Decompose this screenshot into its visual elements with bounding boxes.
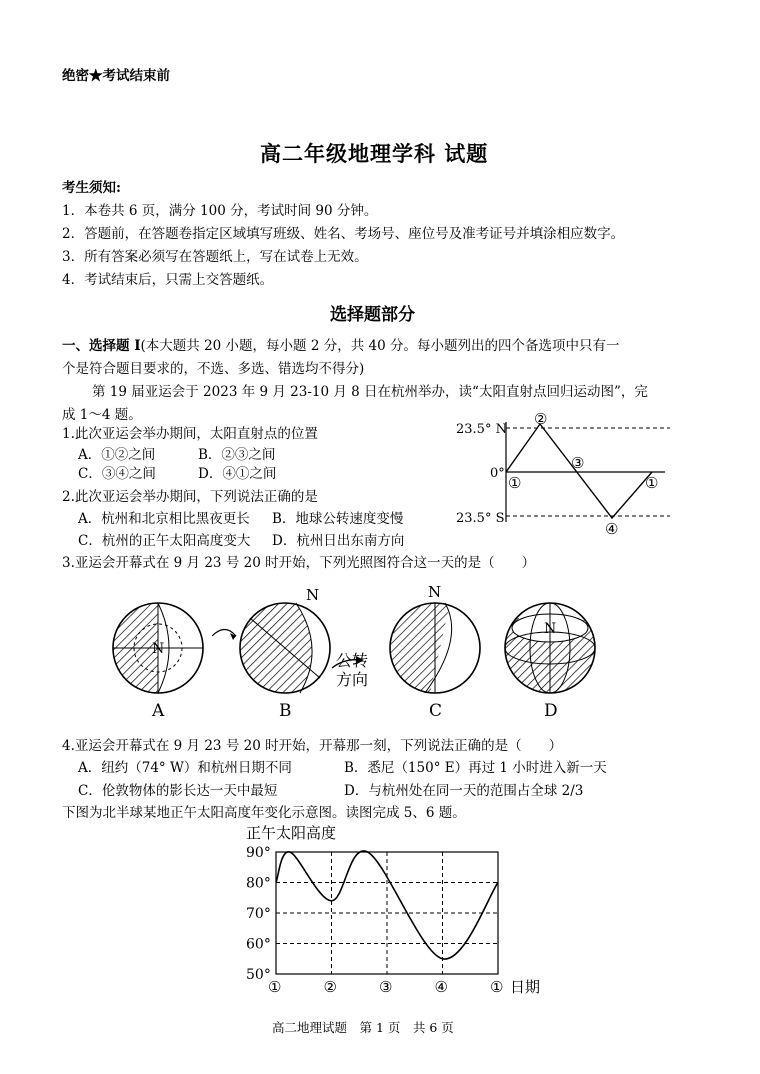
- q1-option-d: D．④①之间: [198, 466, 277, 482]
- globe-d: [505, 603, 595, 693]
- x-category-label: ①: [490, 978, 504, 996]
- q56-intro: 下图为北半球某地正午太阳高度年变化示意图。读图完成 5、6 题。: [62, 805, 466, 821]
- x-axis-label: 日期: [510, 978, 541, 996]
- x-category-label: ②: [323, 978, 337, 996]
- q4-option-d: D．与杭州处在同一天的范围占全球 2/3: [344, 783, 584, 799]
- lat-south-label: 23.5° S: [456, 511, 505, 526]
- subsolar-migration-diagram: [440, 410, 680, 540]
- y-tick-label: 90°: [246, 845, 271, 861]
- north-label-b: N: [306, 586, 320, 604]
- q1-option-b: B．②③之间: [198, 447, 276, 463]
- equator-label: 0°: [490, 466, 505, 481]
- point-1-label: ①: [508, 474, 522, 492]
- notice-item: 1．本卷共 6 页，满分 100 分，考试时间 90 分钟。: [62, 203, 378, 219]
- section-title: 选择题部分: [330, 305, 415, 325]
- notice-item: 2．答题前，在答题卷指定区域填写班级、姓名、考场号、座位号及准考证号并填涂相应数字。: [62, 226, 625, 242]
- q4-option-c: C．伦敦物体的影长达一天中最短: [78, 783, 278, 799]
- question-3-stem: 3.亚运会开幕式在 9 月 23 号 20 时开始，下列光照图符合这一天的是（ ）: [62, 555, 536, 571]
- x-category-label: ①: [268, 978, 282, 996]
- page-footer: 高二地理试题 第 1 页 共 6 页: [272, 1020, 454, 1035]
- plot-frame: [276, 852, 498, 974]
- globe-label-d: D: [544, 701, 558, 721]
- point-3-label: ③: [571, 454, 585, 472]
- y-tick-label: 70°: [246, 906, 271, 922]
- part-intro-line2: 个是符合题目要求的，不选、多选、错选均不得分): [62, 361, 365, 377]
- north-label-d: N: [544, 621, 557, 637]
- globe-b: [240, 586, 330, 693]
- notice-item: 3．所有答案必须写在答题纸上，写在试卷上无效。: [62, 249, 368, 265]
- globe-label-c: C: [429, 701, 443, 721]
- globe-a: [113, 603, 203, 693]
- question-4-stem: 4.亚运会开幕式在 9 月 23 号 20 时开始，开幕那一刻，下列说法正确的是（ ）: [62, 738, 563, 754]
- q2-option-d: D．杭州日出东南方向: [272, 533, 405, 549]
- north-pole-label: N: [152, 641, 165, 657]
- point-2-label: ②: [534, 410, 548, 428]
- question-2-stem: 2.此次亚运会举办期间，下列说法正确的是: [62, 489, 318, 505]
- revolution-label-2: 方向: [336, 670, 369, 689]
- q2-option-a: A．杭州和北京相比黑夜更长: [78, 511, 250, 527]
- globe-c: [390, 583, 480, 693]
- context-line: 成 1～4 题。: [62, 407, 142, 423]
- secret-mark: 绝密★考试结束前: [62, 68, 170, 84]
- x-category-label: ④: [434, 978, 448, 996]
- q4-option-a: A．纽约（74° W）和杭州日期不同: [78, 760, 292, 776]
- q4-option-b: B．悉尼（150° E）再过 1 小时进入新一天: [344, 760, 607, 776]
- y-tick-label: 50°: [246, 967, 271, 983]
- globe-label-a: A: [152, 701, 165, 721]
- y-tick-label: 80°: [246, 875, 271, 892]
- y-tick-label: 60°: [246, 936, 271, 953]
- page-title: 高二年级地理学科 试题: [260, 141, 489, 166]
- x-category-label: ③: [379, 978, 393, 996]
- q1-option-a: A．①②之间: [78, 447, 156, 463]
- chart-title: 正午太阳高度: [246, 824, 337, 842]
- part-intro-text: (本大题共 20 小题，每小题 2 分，共 40 分。每小题列出的四个备选项中只有一: [140, 338, 620, 354]
- lat-north-label: 23.5° N: [456, 422, 507, 437]
- q2-option-b: B．地球公转速度变慢: [272, 511, 404, 527]
- notice-item: 4．考试结束后，只需上交答题纸。: [62, 272, 274, 288]
- part-head: 一、选择题 I: [62, 338, 141, 354]
- sun-altitude-chart: [230, 822, 560, 1002]
- notice-heading: 考生须知:: [62, 180, 121, 196]
- north-label-c: N: [428, 583, 442, 601]
- q1-option-c: C．③④之间: [78, 466, 156, 482]
- part-intro: [62, 334, 619, 354]
- context-line: 第 19 届亚运会于 2023 年 9 月 23-10 月 8 日在杭州举办，读“太阳直射点回归运动图”，完: [92, 384, 648, 400]
- q2-option-c: C．杭州的正午太阳高度变大: [78, 533, 251, 549]
- point-4-label: ④: [605, 520, 619, 538]
- point-1b-label: ①: [645, 474, 659, 492]
- question-1-stem: 1.此次亚运会举办期间，太阳直射点的位置: [62, 426, 318, 442]
- globe-label-b: B: [279, 701, 292, 721]
- illumination-diagrams: [100, 578, 620, 723]
- revolution-label-1: 公转: [336, 651, 369, 670]
